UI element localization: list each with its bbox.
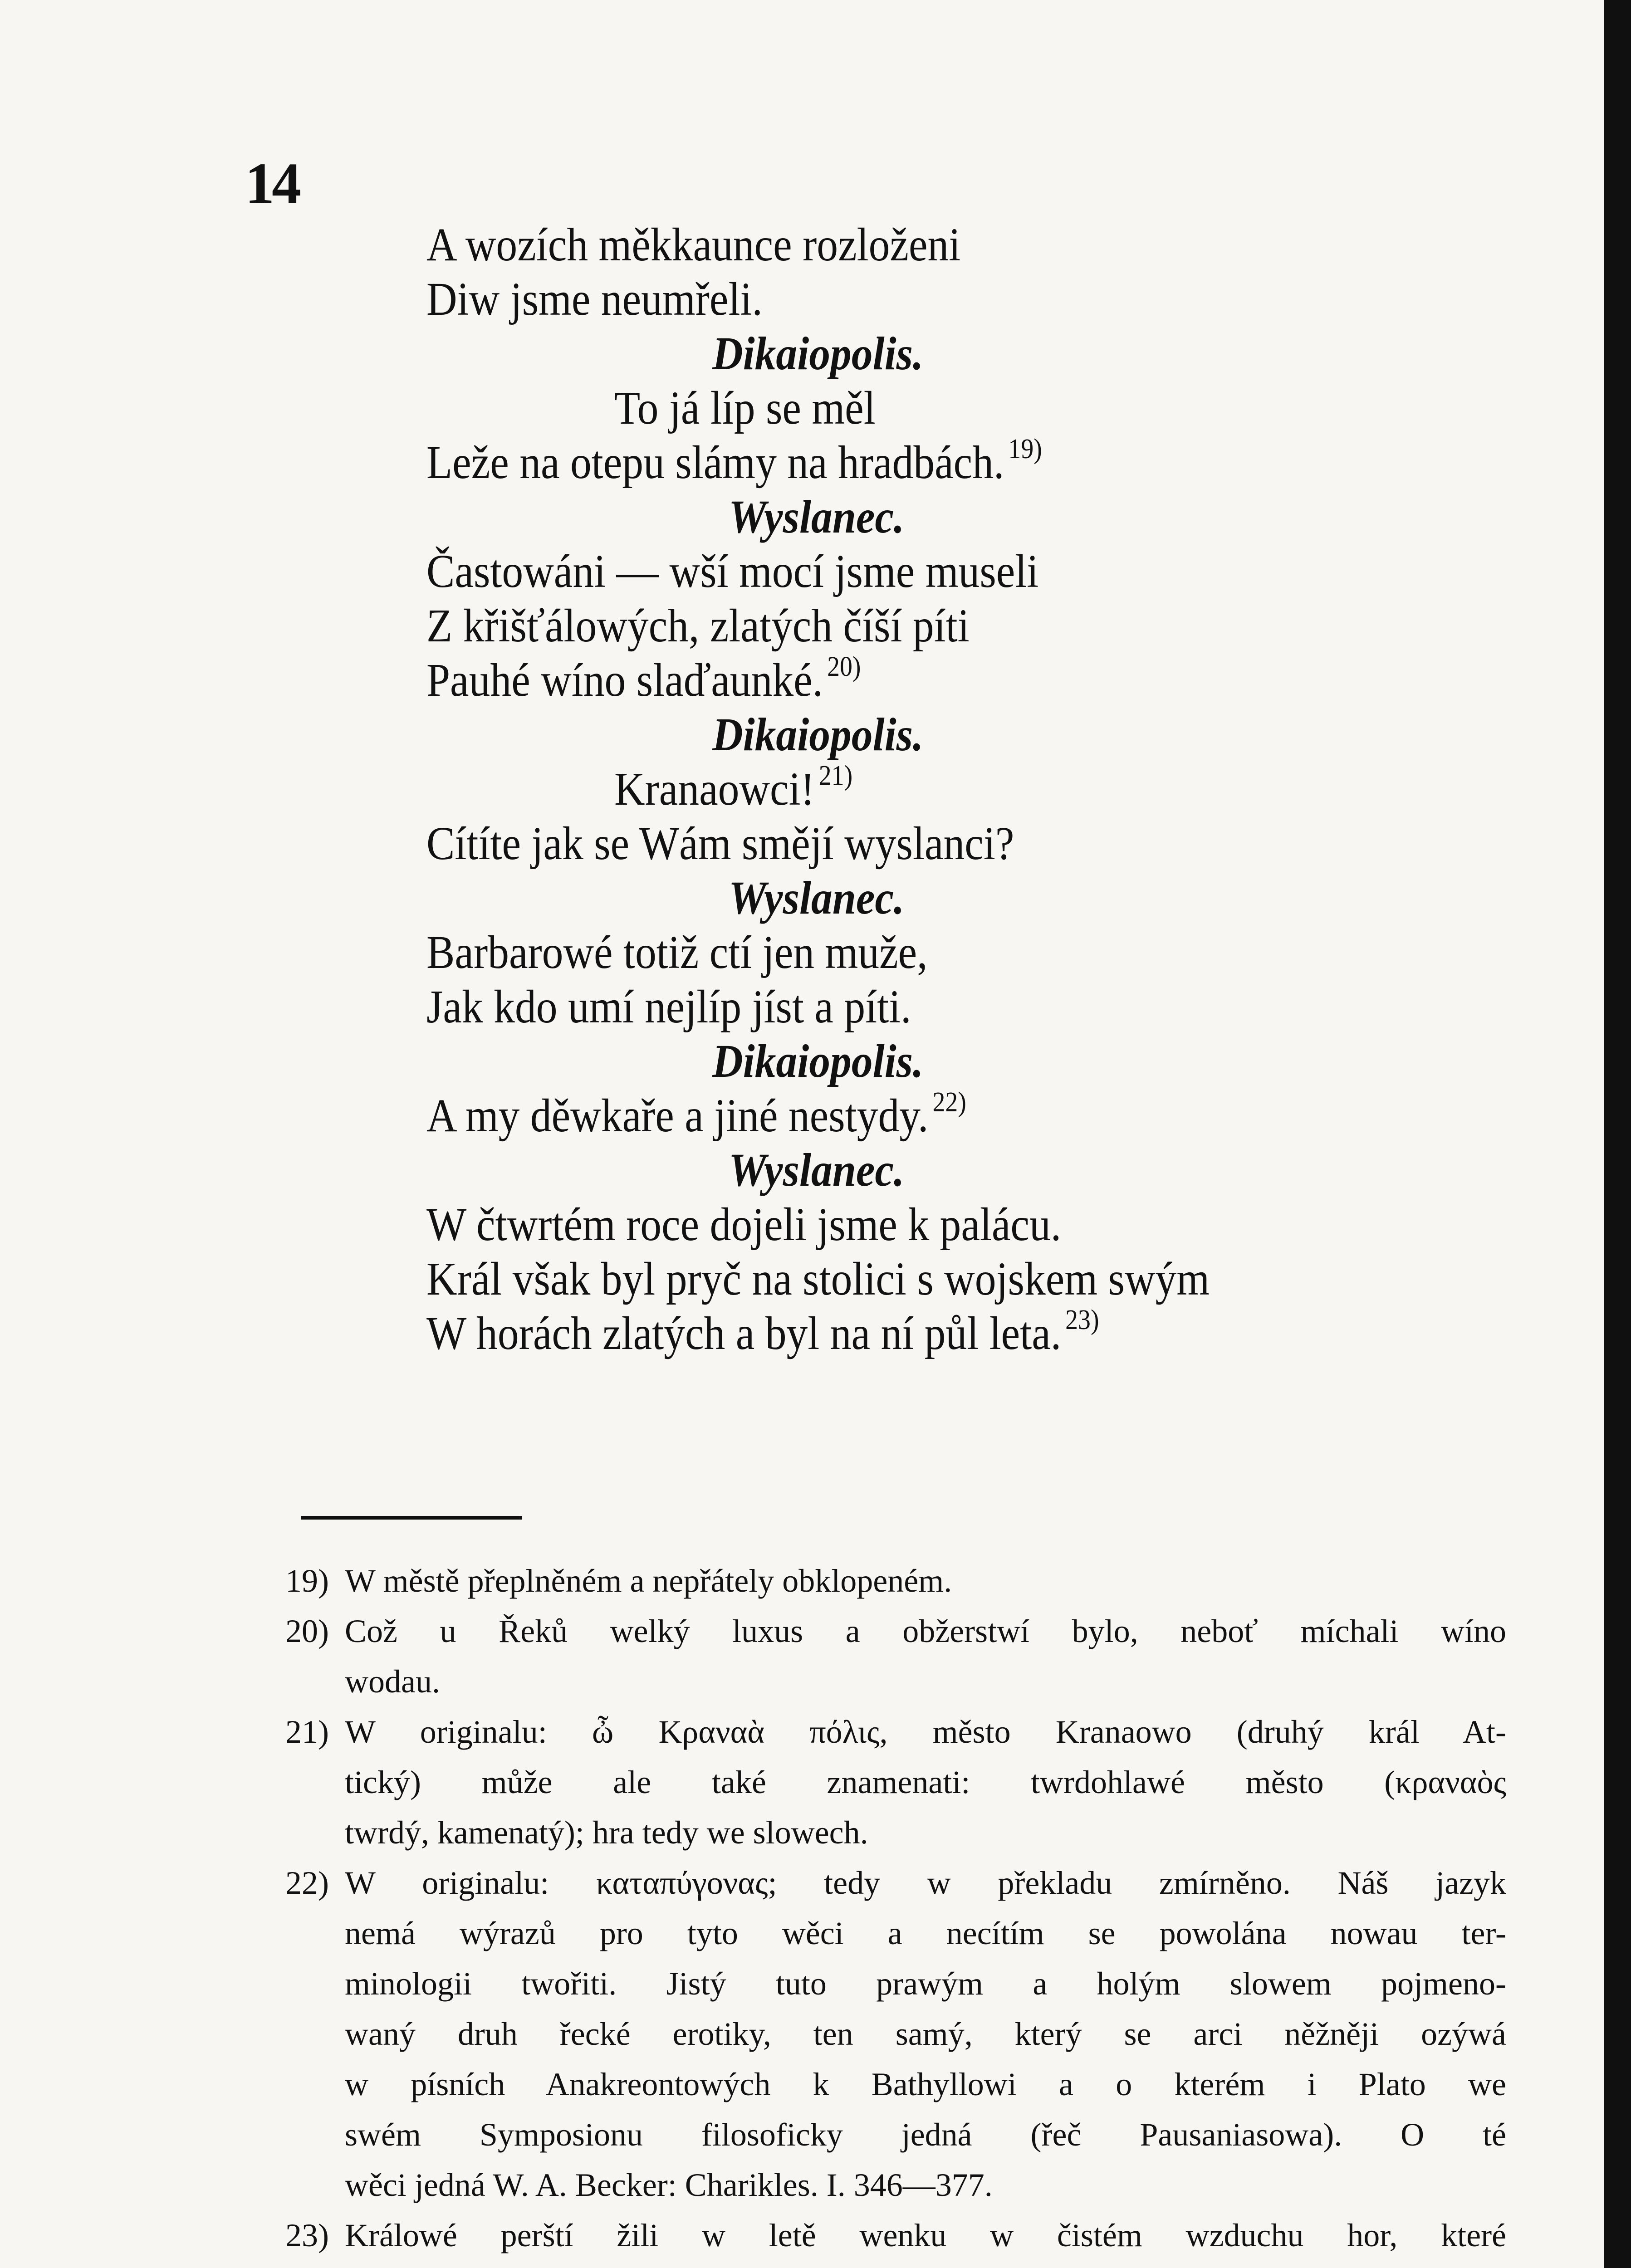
verse-line-12: Cítíte jak se Wám smějí wyslanci? xyxy=(426,817,1014,870)
verse-line-14: Barbarowé totiž ctí jen muže, xyxy=(426,926,928,978)
footnote-ref: 23) xyxy=(1065,1305,1099,1335)
footnote-ref: 21) xyxy=(818,760,853,791)
footnote-text: W originalu: καταπύγονας; tedy w překladu zmírněno. Náš jazyk nemá wýrazů pro tyto wěci a necítím se powolána nowau ter- minologii twořiti. Jistý tuto prawým a holým slowem pojmeno- waný druh řecké erotiky, ten samý, který se arci něžněji ozýwá w písních Anakreontowých k Bathyllowi a o kterém i Plato we swém Symposionu filosoficky jedná (řeč Pausaniasowa). O té wěci jedná W. A. Becker: Charikles. I. 346—377. xyxy=(345,1865,1506,2203)
verse-line-11: Kranaowci! $^{21)}$ xyxy=(614,760,853,815)
footnote-text: W městě přeplněném a nepřátely obklopeném. xyxy=(345,1563,952,1599)
footnote-text: Což u Řeků welký luxus a obžerstwí bylo, neboť míchali wíno wodau. xyxy=(345,1613,1506,1700)
footnote-ref: 19) xyxy=(1008,434,1042,464)
footnote-separator xyxy=(301,1516,522,1520)
verse-line-1: A wozích měkkaunce rozloženi xyxy=(426,219,961,271)
verse-line-7: Častowáni — wší mocí jsme museli xyxy=(426,545,1039,597)
scan-border-right xyxy=(1604,0,1631,2268)
speaker-label: Dikaiopolis. xyxy=(712,709,924,761)
verse-line-20: Král však byl pryč na stolici s wojskem swým xyxy=(426,1253,1210,1305)
footnote-label: 19) xyxy=(285,1563,329,1599)
speaker-label: Dikaiopolis. xyxy=(712,1035,924,1087)
footnote-ref: 22) xyxy=(932,1087,966,1118)
verse-line-21: W horách zlatých a byl na ní půl leta. $^{23)}$ xyxy=(426,1305,1099,1359)
speaker-label: Wyslanec. xyxy=(729,1144,905,1196)
footnote-text: W originalu: ὦ Κραναὰ πόλις, město Kranaowo (druhý král At- tický) může ale také znamenati: twrdohlawé město (κραναὸς twrdý, kamenatý); hra tedy we slowech. xyxy=(345,1714,1506,1851)
footnote-label: 22) xyxy=(285,1865,329,1901)
footnote-label: 20) xyxy=(285,1613,329,1649)
footnote-label: 21) xyxy=(285,1714,329,1750)
page-number: 14 xyxy=(245,151,299,216)
footnote-label: 23) xyxy=(285,2217,329,2253)
verse-line-9: Pauhé wíno slaďaunké. $^{20)}$ xyxy=(426,651,861,706)
footnote-text: Králowé perští žili w letě wenku w čistém wzduchu hor, které xyxy=(345,2217,1506,2253)
verse-line-8: Z křišťálowých, zlatých číší píti xyxy=(426,600,970,652)
speaker-label: Dikaiopolis. xyxy=(712,327,924,380)
footnote-ref: 20) xyxy=(827,651,861,682)
verse-line-19: W čtwrtém roce dojeli jsme k palácu. xyxy=(426,1198,1062,1251)
verse-line-4: To já líp se měl xyxy=(614,382,876,434)
verse-line-2: Diw jsme neumřeli. xyxy=(426,273,763,325)
verse-line-15: Jak kdo umí nejlíp jíst a píti. xyxy=(426,981,911,1033)
verse-line-5: Leže na otepu slámy na hradbách. $^{19)}$ xyxy=(426,434,1042,489)
speaker-label: Wyslanec. xyxy=(729,872,905,924)
verse-line-17: A my děwkaře a jiné nestydy. $^{22)}$ xyxy=(426,1087,966,1142)
speaker-label: Wyslanec. xyxy=(729,491,905,543)
